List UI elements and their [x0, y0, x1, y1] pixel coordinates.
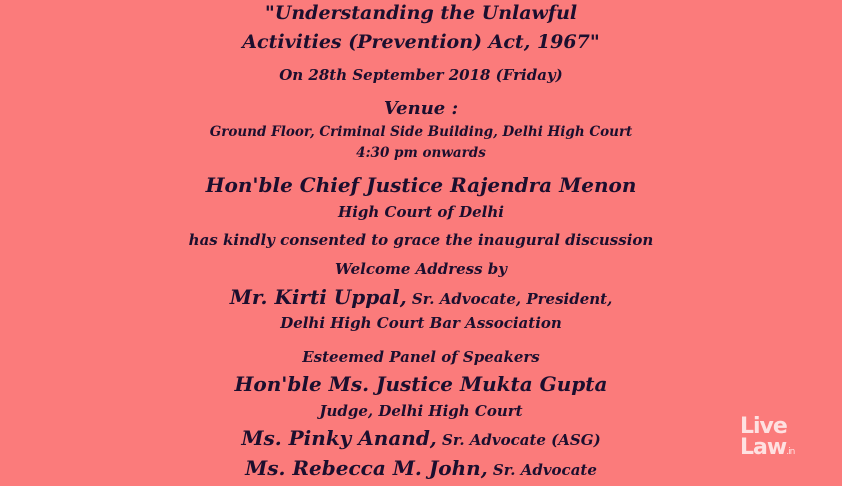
- panel-speaker-2-name: Ms. Pinky Anand,: [241, 426, 437, 450]
- welcome-speaker: [0, 285, 842, 309]
- logo-suffix: .in: [786, 447, 795, 457]
- venue-heading: Venue :: [383, 98, 459, 119]
- logo-line-2: [740, 435, 820, 461]
- panel-speaker-3-name: Ms. Rebecca M. John,: [245, 456, 488, 480]
- panel-speaker-3-role: Sr. Advocate: [487, 461, 597, 479]
- chief-guest-court: High Court of Delhi: [338, 203, 504, 221]
- chief-guest-name: Hon'ble Chief Justice Rajendra Menon: [205, 173, 637, 197]
- event-date: On 28th September 2018 (Friday): [279, 66, 563, 84]
- event-title-line-2: Activities (Prevention) Act, 1967": [242, 31, 600, 53]
- panel-heading: Esteemed Panel of Speakers: [302, 348, 540, 366]
- welcome-speaker-name: Mr. Kirti Uppal,: [229, 285, 407, 309]
- panel-speaker-1-name: Hon'ble Ms. Justice Mukta Gupta: [234, 372, 608, 396]
- venue-address: Ground Floor, Criminal Side Building, Delhi High Court: [209, 124, 633, 140]
- livelaw-watermark-logo: [740, 414, 820, 462]
- panel-speaker-2-role: Sr. Advocate (ASG): [436, 431, 601, 449]
- welcome-heading: Welcome Address by: [334, 260, 508, 278]
- panel-speaker-3: [0, 456, 842, 480]
- welcome-speaker-organisation: Delhi High Court Bar Association: [280, 314, 562, 332]
- event-title-line-1: "Understanding the Unlawful: [264, 2, 578, 24]
- panel-speaker-1-role: Judge, Delhi High Court: [319, 402, 523, 420]
- welcome-speaker-role: Sr. Advocate, President,: [406, 290, 613, 308]
- venue-time: 4:30 pm onwards: [356, 145, 486, 161]
- panel-speaker-2: [0, 426, 842, 450]
- logo-word: Law: [740, 435, 787, 460]
- logo-line-1: Live: [740, 414, 787, 439]
- chief-guest-note: has kindly consented to grace the inaugural discussion: [188, 231, 654, 249]
